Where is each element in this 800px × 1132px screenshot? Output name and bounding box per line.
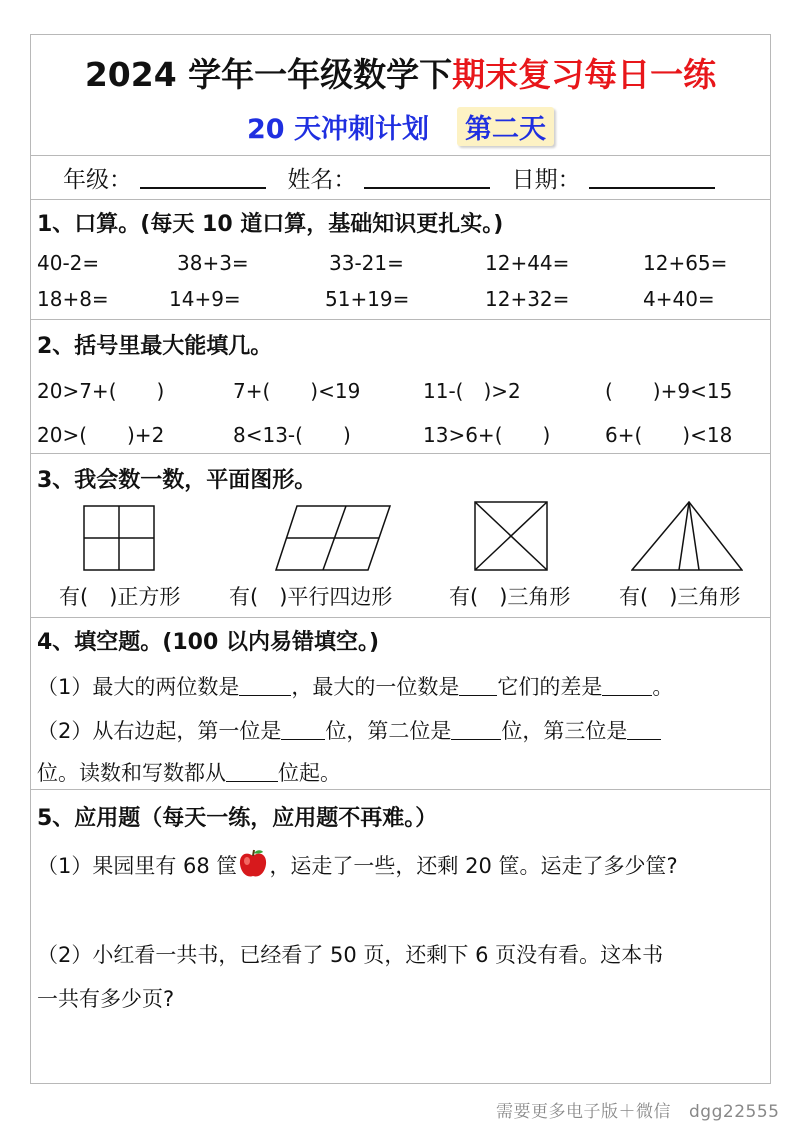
- oral-question: 12+65=: [643, 251, 728, 275]
- page-title: [31, 49, 770, 96]
- title-red-part: 期末复习每日一练: [452, 55, 717, 94]
- triangle-fan-figure: [631, 501, 743, 571]
- fill-blank[interactable]: [459, 677, 497, 696]
- fill-text: （1）最大的两位数是: [37, 675, 240, 699]
- oral-question: 12+44=: [485, 251, 570, 275]
- shape-count-label: 有( )平行四边形: [229, 585, 393, 609]
- section3-title: 3、我会数一数，平面图形。: [37, 468, 317, 493]
- inequality-question: 8<13-( ): [233, 423, 351, 447]
- grade-label: 年级：: [63, 167, 132, 193]
- section1-title: 1、口算。(每天 10 道口算，基础知识更扎实。): [37, 212, 504, 237]
- fill-text: 位，第三位是: [501, 719, 628, 743]
- shape-count-label: 有( )正方形: [59, 585, 181, 609]
- oral-question: 4+40=: [643, 287, 715, 311]
- shape-count-label: 有( )三角形: [449, 585, 571, 609]
- divider: [31, 453, 770, 454]
- divider: [31, 789, 770, 790]
- inequality-question: 7+( )<19: [233, 379, 361, 403]
- word-problem-1: [37, 849, 678, 880]
- name-label: 姓名：: [287, 167, 357, 193]
- oral-question: 33-21=: [329, 251, 404, 275]
- inequality-question: 20>( )+2: [37, 423, 165, 447]
- date-blank[interactable]: [589, 165, 715, 189]
- grade-blank[interactable]: [140, 165, 266, 189]
- word-problem-2: （2）小红看一共书，已经看了 50 页，还剩下 6 页没有看。这本书: [37, 943, 664, 967]
- fill-blank[interactable]: [627, 721, 661, 740]
- name-blank[interactable]: [364, 165, 490, 189]
- divider: [31, 199, 770, 200]
- section5-title: 5、应用题（每天一练，应用题不再难。）: [37, 806, 438, 831]
- footer-id: dgg22555: [689, 1102, 780, 1122]
- subtitle-text: 20 天冲刺计划: [247, 114, 429, 145]
- fill-question-2-cont: [37, 757, 341, 787]
- problem-text: ，运走了一些，还剩 20 筐。运走了多少筐?: [269, 854, 678, 878]
- fill-blank[interactable]: [226, 763, 278, 782]
- day-badge: 第二天: [457, 107, 554, 146]
- section4-title: 4、填空题。(100 以内易错填空。): [37, 630, 379, 655]
- word-problem-2-cont: 一共有多少页?: [37, 987, 175, 1011]
- oral-question: 18+8=: [37, 287, 109, 311]
- fill-text: 它们的差是: [497, 675, 603, 699]
- fill-blank[interactable]: [602, 677, 652, 696]
- fill-question-2: [37, 715, 661, 745]
- divider: [31, 319, 770, 320]
- fill-text: ，最大的一位数是: [291, 675, 460, 699]
- fill-blank[interactable]: [281, 721, 325, 740]
- footer-text: 需要更多电子版＋微信: [496, 1102, 671, 1122]
- worksheet: [30, 34, 771, 1084]
- apple-icon: [237, 849, 269, 879]
- oral-question: 12+32=: [485, 287, 570, 311]
- footer-note: [496, 1097, 779, 1122]
- page-subtitle: [31, 107, 770, 146]
- title-black-part: 2024 学年一年级数学下: [84, 55, 453, 94]
- fill-text: 位起。: [278, 761, 341, 785]
- inequality-question: 6+( )<18: [605, 423, 733, 447]
- square-grid-figure: [83, 505, 155, 571]
- oral-question: 38+3=: [177, 251, 249, 275]
- problem-text: （1）果园里有 68 筐: [37, 854, 238, 878]
- oral-question: 40-2=: [37, 251, 100, 275]
- inequality-question: 20>7+( ): [37, 379, 165, 403]
- fill-blank[interactable]: [451, 721, 501, 740]
- fill-text: 位，第二位是: [325, 719, 452, 743]
- shape-count-label: 有( )三角形: [619, 585, 741, 609]
- fill-text: （2）从右边起，第一位是: [37, 719, 282, 743]
- fill-blank[interactable]: [239, 677, 291, 696]
- inequality-question: 11-( )>2: [423, 379, 521, 403]
- fill-text: 位。读数和写数都从: [37, 761, 226, 785]
- oral-question: 51+19=: [325, 287, 410, 311]
- fill-text: 。: [652, 675, 674, 699]
- divider: [31, 155, 770, 156]
- section2-title: 2、括号里最大能填几。: [37, 334, 273, 359]
- date-label: 日期：: [511, 167, 581, 193]
- oral-question: 14+9=: [169, 287, 241, 311]
- divider: [31, 617, 770, 618]
- fill-question-1: [37, 671, 673, 701]
- inequality-question: ( )+9<15: [605, 379, 733, 403]
- inequality-question: 13>6+( ): [423, 423, 551, 447]
- square-with-diagonals-figure: [474, 501, 548, 571]
- student-info: [63, 161, 715, 194]
- parallelogram-figure: [275, 505, 391, 571]
